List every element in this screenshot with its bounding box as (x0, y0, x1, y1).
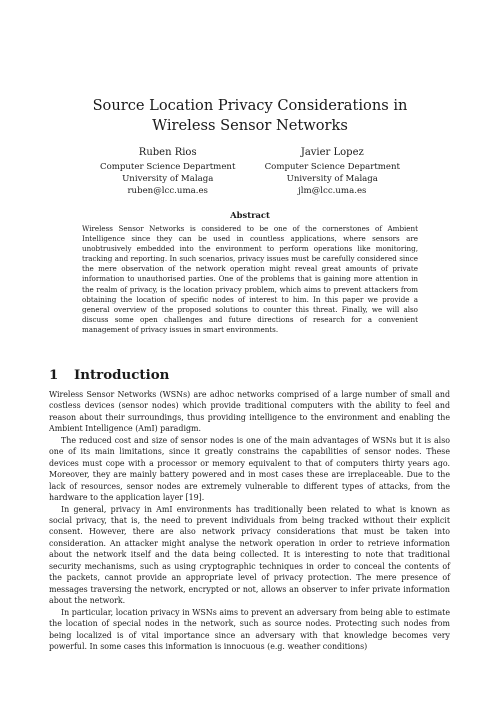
author-university: University of Malaga (122, 174, 214, 184)
author-name: Ruben Rios (138, 147, 197, 158)
body-paragraph: Wireless Sensor Networks (WSNs) are adhoc networks comprised of a large number of small and costless devices (sensor nodes) which provide traditional computers with the ability to feel and reason about their surroundings, thus providing intelligence to the environment and enabling the Ambient Intelligence (AmI) paradigm. (49, 390, 450, 434)
author-university: University of Malaga (286, 174, 378, 184)
author-email: jlm@lcc.uma.es (298, 186, 367, 196)
author-2 (265, 146, 400, 197)
author-name: Javier Lopez (300, 147, 364, 158)
section-heading (49, 367, 169, 383)
author-email: ruben@lcc.uma.es (127, 186, 208, 196)
section-number: 1 (49, 367, 59, 383)
abstract-heading: Abstract (230, 210, 270, 220)
author-department: Computer Science Department (100, 162, 236, 172)
author-1 (100, 146, 235, 197)
author-block (100, 146, 400, 197)
body-paragraph: The reduced cost and size of sensor nodes is one of the main advantages of WSNs but it is also one of its main limitations, since it greatly constrains the capabilities of sensor nodes. These devices must cope with a processor or memory equivalent to that of computers thirty years ago. Moreover, they are mainly battery powered and in most cases these are irreplaceable. Due to the lack of resources, sensor nodes are extremely vulnerable to different types of attacks, from the hardware to the application layer [19]. (49, 435, 450, 503)
body-paragraph: In particular, location privacy in WSNs aims to prevent an adversary from being able to estimate the location of special nodes in the network, such as source nodes. Protecting such nodes from being localized is of vital importance since an adversary with that knowledge becomes very powerful. In some cases this information is innocuous (e.g. weather conditions) (49, 607, 450, 651)
body-paragraph: In general, privacy in AmI environments has traditionally been related to what is known as social privacy, that is, the need to prevent individuals from being tracked without their explicit consent. However, there are also network privacy considerations that must be taken into consideration. An attacker might analyse the network operation in order to retrieve information about the network itself and the data being collected. It is interesting to note that traditional security mechanisms, such as using cryptographic techniques in order to conceal the contents of the packets, cannot provide an appropriate level of privacy protection. The mere presence of messages traversing the network, encrypted or not, allows an observer to infer private information about the network. (49, 504, 450, 606)
abstract-text: Wireless Sensor Networks is considered to be one of the cornerstones of Ambient Intelligence since they can be used in countless applications, where sensors are unobtrusively embedded into the environment to perform operations like monitoring, tracking and reporting. In such scenarios, privacy issues must be carefully considered since the mere observation of the network operation might reveal great amounts of private information to unauthorised parties. One of the problems that is gaining more attention in the realm of privacy, is the location privacy problem, which aims to prevent attackers from obtaining the location of specific nodes of interest to him. In this paper we provide a general overview of the proposed solutions to counter this threat. Finally, we will also discuss some open challenges and future directions of research for a convenient management of privacy issues in smart environments. (82, 224, 418, 334)
section-title: Introduction (74, 367, 170, 383)
author-department: Computer Science Department (264, 162, 400, 172)
section-body (49, 389, 450, 652)
paper-title: Source Location Privacy Considerations in Wireless Sensor Networks (92, 97, 408, 134)
